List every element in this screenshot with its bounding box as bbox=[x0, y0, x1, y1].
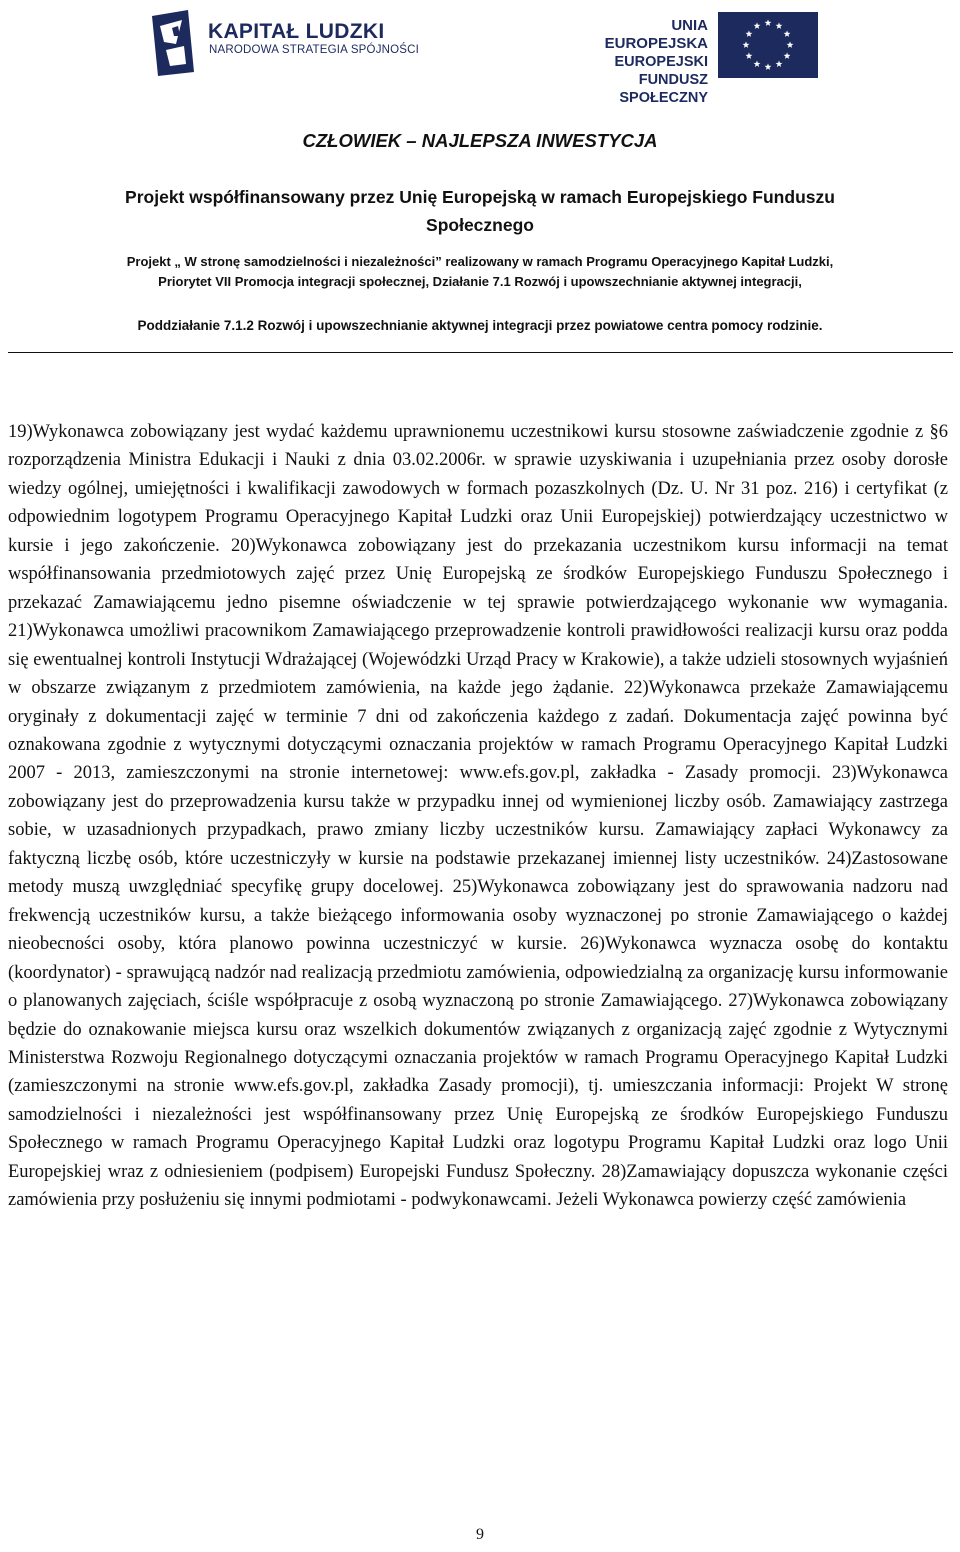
eu-text-block bbox=[570, 17, 708, 107]
project-cofinancing-heading bbox=[0, 183, 960, 239]
header-divider bbox=[8, 352, 953, 353]
page-number: 9 bbox=[476, 1526, 484, 1543]
document-header bbox=[0, 0, 960, 110]
kapital-ludzki-subtitle: NARODOWA STRATEGIA SPÓJNOŚCI bbox=[209, 44, 420, 56]
motto: CZŁOWIEK – NAJLEPSZA INWESTYCJA bbox=[302, 130, 658, 151]
project-subaction: Poddziałanie 7.1.2 Rozwój i upowszechnianie aktywnej integracji przez powiatowe centra pomocy rodzinie. bbox=[137, 318, 823, 333]
project-detail-line2: Priorytet VII Promocja integracji społecznej, Działanie 7.1 Rozwój i upowszechnianie aktywnej integracji, bbox=[158, 274, 802, 289]
eu-fund-line1: EUROPEJSKI bbox=[614, 54, 708, 70]
kapital-ludzki-title: KAPITAŁ LUDZKI bbox=[208, 20, 385, 43]
project-cofinancing-line1: Projekt współfinansowany przez Unię Europejską w ramach Europejskiego Funduszu bbox=[125, 187, 835, 207]
project-detail-line1: Projekt „ W stronę samodzielności i niezależności” realizowany w ramach Programu Operacyjnego Kapitał Ludzki, bbox=[126, 254, 834, 269]
eu-flag-icon bbox=[718, 12, 818, 78]
project-cofinancing-line2: Społecznego bbox=[426, 215, 534, 235]
eu-name: UNIA EUROPEJSKA bbox=[604, 17, 708, 52]
document-body: 19)Wykonawca zobowiązany jest wydać każdemu uprawnionemu uczestnikowi kursu stosowne zaświadczenie zgodnie z §6 rozporządzenia Ministra Edukacji i Nauki z dnia 03.02.2006r. w sprawie uzyskiwania i uzupełniania przez osoby dorosłe wiedzy ogólnej, umiejętności i kwalifikacji zawodowych w formach pozaszkolnych (Dz. U. Nr 31 poz. 216) i certyfikat (z odpowiednim logotypem Programu Operacyjnego Kapitał Ludzki oraz Unii Europejskiej) potwierdzający uczestnictwo w kursie i jego zakończenie. 20)Wykonawca zobowiązany jest do przekazania uczestnikom kursu informacji na temat współfinansowania przedmiotowych zajęć przez Unię Europejską ze środków Europejskiego Funduszu Społecznego i przekazać Zamawiającemu jedno pisemne oświadczenie w tej sprawie potwierdzającego wykonanie ww wymagania. 21)Wykonawca umożliwi pracownikom Zamawiającego przeprowadzenie kontroli prawidłowości realizacji kursu oraz podda się ewentualnej kontroli Instytucji Wdrażającej (Wojewódzki Urząd Pracy w Krakowie), a także udzieli stosownych wyjaśnień w obszarze związanym z przedmiotem zamówienia, na każde jego żądanie. 22)Wykonawca przekaże Zamawiającemu oryginały z dokumentacji zajęć w terminie 7 dni od zakończenia każdego z zadań. Dokumentacja zajęć powinna być oznakowana zgodnie z wytycznymi dotyczącymi oznaczania projektów w ramach Programu Operacyjnego Kapitał Ludzki 2007 - 2013, zamieszczonymi na stronie internetowej: www.efs.gov.pl, zakładka - Zasady promocji. 23)Wykonawca zobowiązany jest do przeprowadzenia kursu także w przypadku innej od wymienionej liczby osób. Zamawiający zastrzega sobie, w uzasadnionych przypadkach, prawo zmiany liczby uczestników kursu. Zamawiający zapłaci Wykonawcy za faktyczną liczbę osób, które uczestniczyły w kursie na podstawie przekazanej imiennej listy uczestników. 24)Zastosowane metody muszą uwzględniać specyfikę grupy docelowej. 25)Wykonawca zobowiązany jest do sprawowania nadzoru nad frekwencją uczestników kursu, a także bieżącego informowania osoby wyznaczonej po stronie Zamawiającego o każdej nieobecności osoby, która planowo powinna uczestniczyć w kursie. 26)Wykonawca wyznacza osobę do kontaktu (koordynator) - sprawującą nadzór nad realizacją przedmiotu zamówienia, odpowiedzialną za organizację kursu informowanie o planowanych zajęciach, ściśle współpracuje z osobą wyznaczoną po stronie Zamawiającego. 27)Wykonawca zobowiązany będzie do oznakowanie miejsca kursu oraz wszelkich dokumentów związanych z organizacją zajęć zgodnie z Wytycznymi Ministerstwa Rozwoju Regionalnego dotyczącymi oznaczania projektów w ramach Programu Operacyjnego Kapitał Ludzki (zamieszczonymi na stronie www.efs.gov.pl, zakładka Zasady promocji), tj. umieszczania informacji: Projekt W stronę samodzielności i niezależności jest współfinansowany przez Unię Europejską ze środków Europejskiego Funduszu Społecznego w ramach Programu Operacyjnego Kapitał Ludzki oraz logotypu Programu Kapitał Ludzki oraz logo Unii Europejskiej wraz z odniesieniem (podpisem) Europejski Fundusz Społeczny. 28)Zamawiający dopuszcza wykonanie części zamówienia przy posłużeniu się innymi podmiotami - podwykonawcami. Jeżeli Wykonawca powierzy część zamówienia bbox=[8, 422, 948, 1211]
eu-fund-line2: FUNDUSZ SPOŁECZNY bbox=[619, 72, 708, 106]
project-details bbox=[0, 252, 960, 292]
